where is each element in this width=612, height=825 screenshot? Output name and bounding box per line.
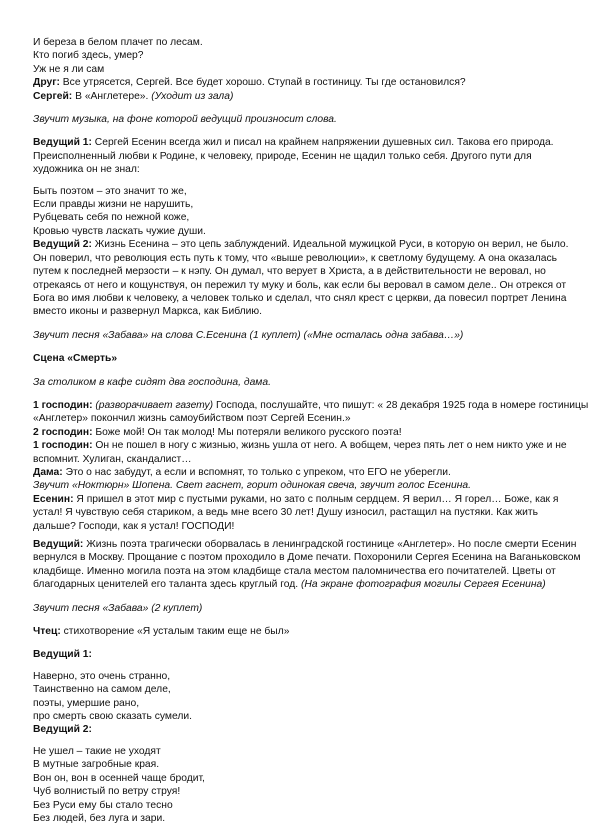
speaker-label: Есенин: (33, 493, 74, 505)
drug-line (33, 76, 581, 89)
poem-line: Если правды жизни не нарушить, (33, 199, 194, 211)
speaker-label: Ведущий 1: (33, 137, 92, 149)
speech-text: вспомнит. Хулиган, скандалист… (33, 453, 192, 465)
speaker-label: 1 господин: (33, 399, 93, 411)
speaker-label: Чтец: (33, 626, 61, 638)
speaker-label: Ведущий 2: (33, 239, 92, 251)
speech-text: Сергей Есенин всегда жил и писал на крайнем напряжении душевных сил. Такова его природа. (91, 137, 554, 149)
stage-direction-music: Звучит музыка, на фоне которой ведущий произносит слова. (33, 114, 337, 126)
dialogue-block (33, 399, 589, 533)
host1-paragraph (33, 136, 581, 176)
speech-text: Преисполненный любви к Родине, к человеку, природе, Есенин не щадил только себя. Другого пути для (33, 150, 532, 162)
poem-line: Таинственно на самом деле, (33, 684, 171, 696)
document-page (33, 36, 589, 825)
speech-text: Я пришел в этот мир с пустыми руками, но зато с полным сердцем. Я верил… Я горел… Боже, как я (73, 493, 559, 505)
poem-line: И береза в белом плачет по лесам. (33, 37, 203, 48)
speech-text: В «Англетере». (72, 90, 149, 102)
host2-label: Ведущий 2: (33, 724, 92, 736)
speech-text: отрекаясь от него и кощунствуя, он пережил ту муку и боль, как если бы веровал в самом деле.. Он отрекся от (33, 279, 567, 291)
speech-text: благодарных ценителей его таланта здесь круглый год. (33, 579, 299, 591)
stage-direction-song: Звучит песня «Забава» на слова С.Есенина (1 куплет) («Мне осталась одна забава…») (33, 329, 464, 341)
speech-text: Все утрясется, Сергей. Все будет хорошо. Ступай в гостиницу. Ты где остановился? (59, 77, 466, 89)
host1-label: Ведущий 1: (33, 649, 92, 661)
stage-note: (На экране фотография могилы Сергея Есенина) (298, 579, 546, 591)
poem-line: Не ушел – такие не уходят (33, 745, 161, 757)
speaker-label: Ведущий: (33, 539, 84, 550)
stage-direction-scene: За столиком в кафе сидят два господина, дама. (33, 376, 271, 388)
stage-note: (Уходит из зала) (148, 90, 234, 102)
poem-line: поэты, умершие рано, (33, 697, 140, 709)
stage-direction-song2: Звучит песня «Забава» (2 куплет) (33, 602, 203, 614)
host2-paragraph (33, 238, 581, 318)
stage-note: (разворачивает газету) (92, 399, 214, 411)
speech-text: Боже мой! Он так молод! Мы потеряли великого русского поэта! (92, 426, 402, 438)
sergey-line (33, 90, 581, 103)
speech-text: «Англетер» покончил жизнь самоубийством поэт Сергей Есенин.» (33, 413, 351, 425)
speech-text: устал! Я чувствую себя стариком, а ведь мне всего 30 лет! Душу износил, растащил на пустяки. Как жить (33, 507, 538, 519)
speech-text: дальше? Господи, как я устал! ГОСПОДИ! (33, 520, 235, 532)
speech-text: Это о нас забудут, а если и вспомнят, то только с упреком, что ЕГО не уберегли. (62, 466, 451, 478)
poem-line: Наверно, это очень странно, (33, 670, 171, 682)
speech-text: художника он не знал: (33, 164, 140, 176)
speaker-label: Сергей: (33, 90, 73, 102)
speaker-label: 1 господин: (33, 440, 93, 452)
host1-poem (33, 670, 581, 724)
poem-line: Вон он, вон в осенней чаще бродит, (33, 772, 205, 784)
stage-direction-nocturne: Звучит «Ноктюрн» Шопена. Свет гаснет, горит одинокая свеча, звучит голос Есенина. (33, 480, 471, 492)
host2-poem (33, 745, 581, 825)
speech-text: вместо иконы и развернул Маркса, как Библию. (33, 306, 262, 318)
poem-line: Быть поэтом – это значит то же, (33, 185, 187, 197)
reader-line (33, 625, 581, 638)
speech-text: Жизнь поэта трагически оборвалась в ленинградской гостинице «Англетер». Но после смерти Есенин (83, 539, 577, 550)
speaker-label: Друг: (33, 77, 60, 89)
speech-text: Он не пошел в ногу с жизнью, жизнь ушла от него. А вобщем, через пять лет о нем никто уже и не (92, 440, 567, 452)
scene-title: Сцена «Смерть» (33, 353, 118, 365)
poem-line: Рубцевать себя по нежной коже, (33, 212, 190, 224)
speech-text: Он поверил, что революция есть путь к тому, что «выше революции», к светлому будущему. А она оказалась (33, 252, 557, 264)
poem-line: про смерть свою сказать сумели. (33, 711, 193, 723)
speech-text: вернулся в Москву. Прощание с поэтом проходило в Доме печати. Похоронили Сергея Есенина на Ваганьковском (33, 552, 581, 564)
speech-text: путем к последней мерзости – к нэпу. Он думал, что верует в Христа, а в действительности не веровал, но (33, 266, 546, 278)
poem-line: Чуб волнистый по ветру струя! (33, 786, 181, 798)
speech-text: Жизнь Есенина – это цепь заблуждений. Идеальной мужицкой Руси, в которую он верил, не было. (91, 239, 569, 251)
poem-line: Кто погиб здесь, умер? (33, 50, 144, 62)
poem-line: Уж не я ли сам (33, 63, 105, 75)
speech-text: Господа, послушайте, что пишут: « 28 декабря 1925 года в номере гостиницы (213, 399, 589, 411)
poem-line: Без Руси ему бы стало тесно (33, 799, 173, 811)
poet-poem (33, 185, 581, 239)
host-final-paragraph (33, 538, 581, 592)
speech-text: стихотворение «Я усталым таким еще не был» (60, 626, 290, 638)
intro-poem (33, 36, 581, 76)
speaker-label: Дама: (33, 466, 63, 478)
poem-line: Кровью чувств ласкать чужие души. (33, 225, 206, 237)
speech-text: кладбище. Именно могила поэта на этом кладбище стала местом паломничества его почитателей. Цветы от (33, 565, 556, 577)
speaker-label: 2 господин: (33, 426, 93, 438)
poem-line: В мутные загробные края. (33, 759, 160, 771)
poem-line: Без людей, без луга и зари. (33, 812, 166, 824)
speech-text: Бога во имя любви к человеку, а человек только и сделал, что снял крест с церкви, да повесил портрет Ленина (33, 292, 567, 304)
